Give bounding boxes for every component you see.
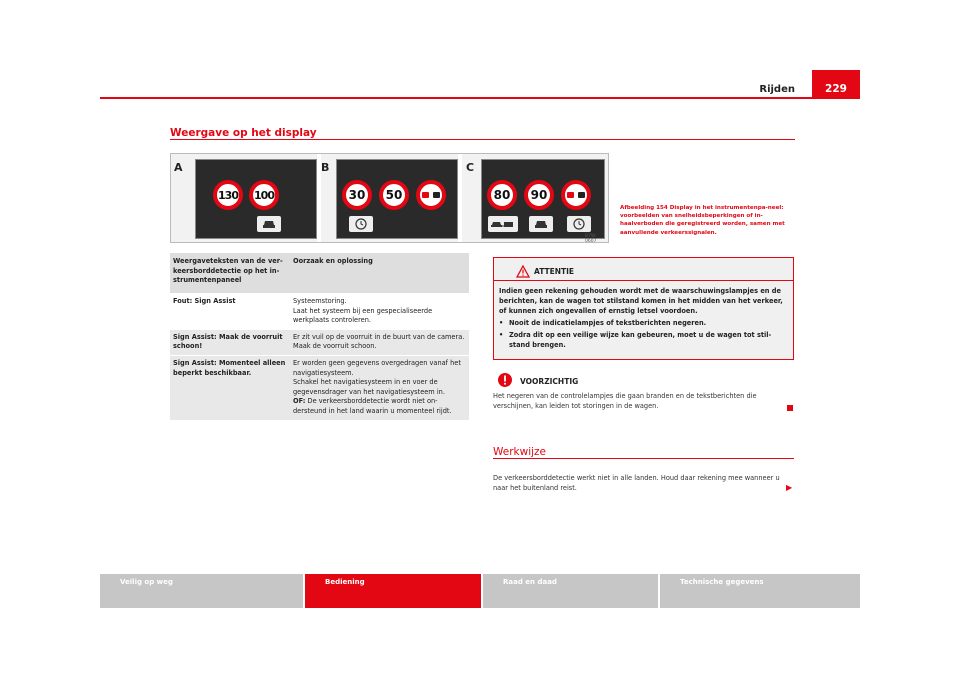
clock-icon	[349, 216, 373, 232]
caution-text: Het negeren van de controlelampjes die gaan branden en de tekstberichten die verschijnen, kan leiden tot storingen in de wagen.	[493, 392, 757, 410]
message-table	[170, 253, 469, 421]
no-overtaking-sign	[561, 180, 591, 210]
solution-line: Er zit vuil op de voorruit in de buurt van de camera.	[293, 332, 465, 341]
section-divider	[170, 139, 795, 140]
werkwijze-divider	[493, 458, 794, 459]
warning-title: ATTENTIE	[534, 267, 575, 276]
solution-line: Laat het systeem bij een gespecialiseerde werkplaats controleren.	[293, 306, 433, 325]
display-panel-c	[481, 159, 605, 239]
werkwijze-text: De verkeersborddetectie werkt niet in alle landen. Houd daar rekening mee wanneer u naar het buitenland reist.	[493, 474, 780, 492]
or-label: OF:	[293, 397, 306, 406]
section-end-marker	[787, 405, 793, 411]
figure-code: B7W-0607	[585, 234, 597, 244]
clock-icon	[567, 216, 591, 232]
speed-sign: 30	[342, 180, 372, 210]
display-panel-a	[195, 159, 317, 239]
table-header-cell: Weergaveteksten van de ver-keersborddetectie op het in-strumentenpaneel	[173, 257, 283, 285]
table-cell-message: Sign Assist: Maak de voorruit schoon!	[173, 332, 283, 351]
warning-intro: Indien geen rekening gehouden wordt met de waarschuwingslampjes en de berichten, kan de wagen tot stilstand komen in het midden van het verkeer, of kunnen zich ongevallen of ernstig letsel voordoen.	[499, 287, 783, 315]
solution-line: Schakel het navigatiesysteem in en voer de gegevensdrager van het navigatiesysteem in.	[293, 378, 445, 396]
continue-arrow-icon: ▶	[786, 483, 793, 492]
bullet-text: Nooit de indicatielampjes of tekstberichten negeren.	[509, 319, 707, 327]
speed-sign: 50	[379, 180, 409, 210]
warning-box	[493, 257, 794, 360]
footer-tab-veilig-op-weg[interactable]: Veilig op weg	[100, 574, 303, 608]
warning-body	[499, 286, 789, 350]
table-cell-solution	[290, 330, 469, 355]
car-trailer-icon	[488, 216, 518, 232]
warning-bullet: • Nooit de indicatielampjes of tekstberichten negeren.	[499, 319, 707, 327]
panel-label-c: C	[466, 161, 475, 174]
table-header-cell: Oorzaak en oplossing	[293, 257, 373, 265]
table-header-row	[170, 253, 469, 294]
solution-line	[293, 397, 466, 416]
table-row	[170, 356, 469, 421]
footer-nav	[100, 574, 860, 608]
or-text: De verkeersborddetectie wordt niet on-dersteund in het land waarin u momenteel rijdt.	[293, 397, 452, 415]
table-row	[170, 330, 469, 356]
display-figure	[170, 153, 609, 243]
panel-label-a: A	[174, 161, 183, 174]
table-cell-solution	[290, 356, 469, 420]
display-panel-b	[336, 159, 458, 239]
table-cell-message: Fout: Sign Assist	[173, 297, 236, 305]
solution-line: Er worden geen gegevens overgedragen vanaf het navigatiesysteem.	[293, 358, 461, 377]
speed-sign: 130	[213, 180, 243, 210]
table-cell-message: Sign Assist: Momenteel alleen beperkt beschikbaar.	[173, 358, 286, 377]
panel-label-b: B	[321, 161, 330, 174]
figure-caption: Afbeelding 154 Display in het instrumentenpa-neel: voorbeelden van snelheidsbeperkingen of in-haalverboden die geregistreerd worden, samen met aanvullende verkeerssignalen.	[620, 205, 785, 236]
speed-sign: 100	[249, 180, 279, 210]
footer-tab-raad-en-daad[interactable]: Raad en daad	[483, 574, 658, 608]
bullet-text: Zodra dit op een veilige wijze kan gebeuren, moet u de wagen tot stil-stand brengen.	[509, 331, 772, 349]
solution-line: Maak de voorruit schoon.	[293, 342, 377, 351]
warning-divider	[494, 280, 793, 281]
header-title: Rijden	[759, 84, 795, 95]
table-cell-solution	[290, 294, 469, 329]
solution-line: Systeemstoring.	[293, 297, 347, 305]
table-row	[170, 294, 469, 330]
page-number: 229	[812, 70, 860, 99]
caution-icon	[497, 372, 513, 392]
panel-separator	[458, 154, 462, 242]
warning-bullet: • Zodra dit op een veilige wijze kan gebeuren, moet u de wagen tot stil-stand brengen.	[499, 330, 789, 350]
no-overtaking-sign	[416, 180, 446, 210]
header-divider	[100, 97, 860, 99]
footer-tab-bediening[interactable]: Bediening	[305, 574, 481, 608]
speed-sign: 90	[524, 180, 554, 210]
footer-tab-technische-gegevens[interactable]: Technische gegevens	[660, 574, 860, 608]
section-title: Weergave op het display	[170, 127, 317, 139]
werkwijze-title: Werkwijze	[493, 446, 547, 458]
caution-title: VOORZICHTIG	[520, 377, 579, 386]
car-icon	[529, 216, 553, 232]
speed-sign: 80	[487, 180, 517, 210]
car-icon	[257, 216, 281, 232]
